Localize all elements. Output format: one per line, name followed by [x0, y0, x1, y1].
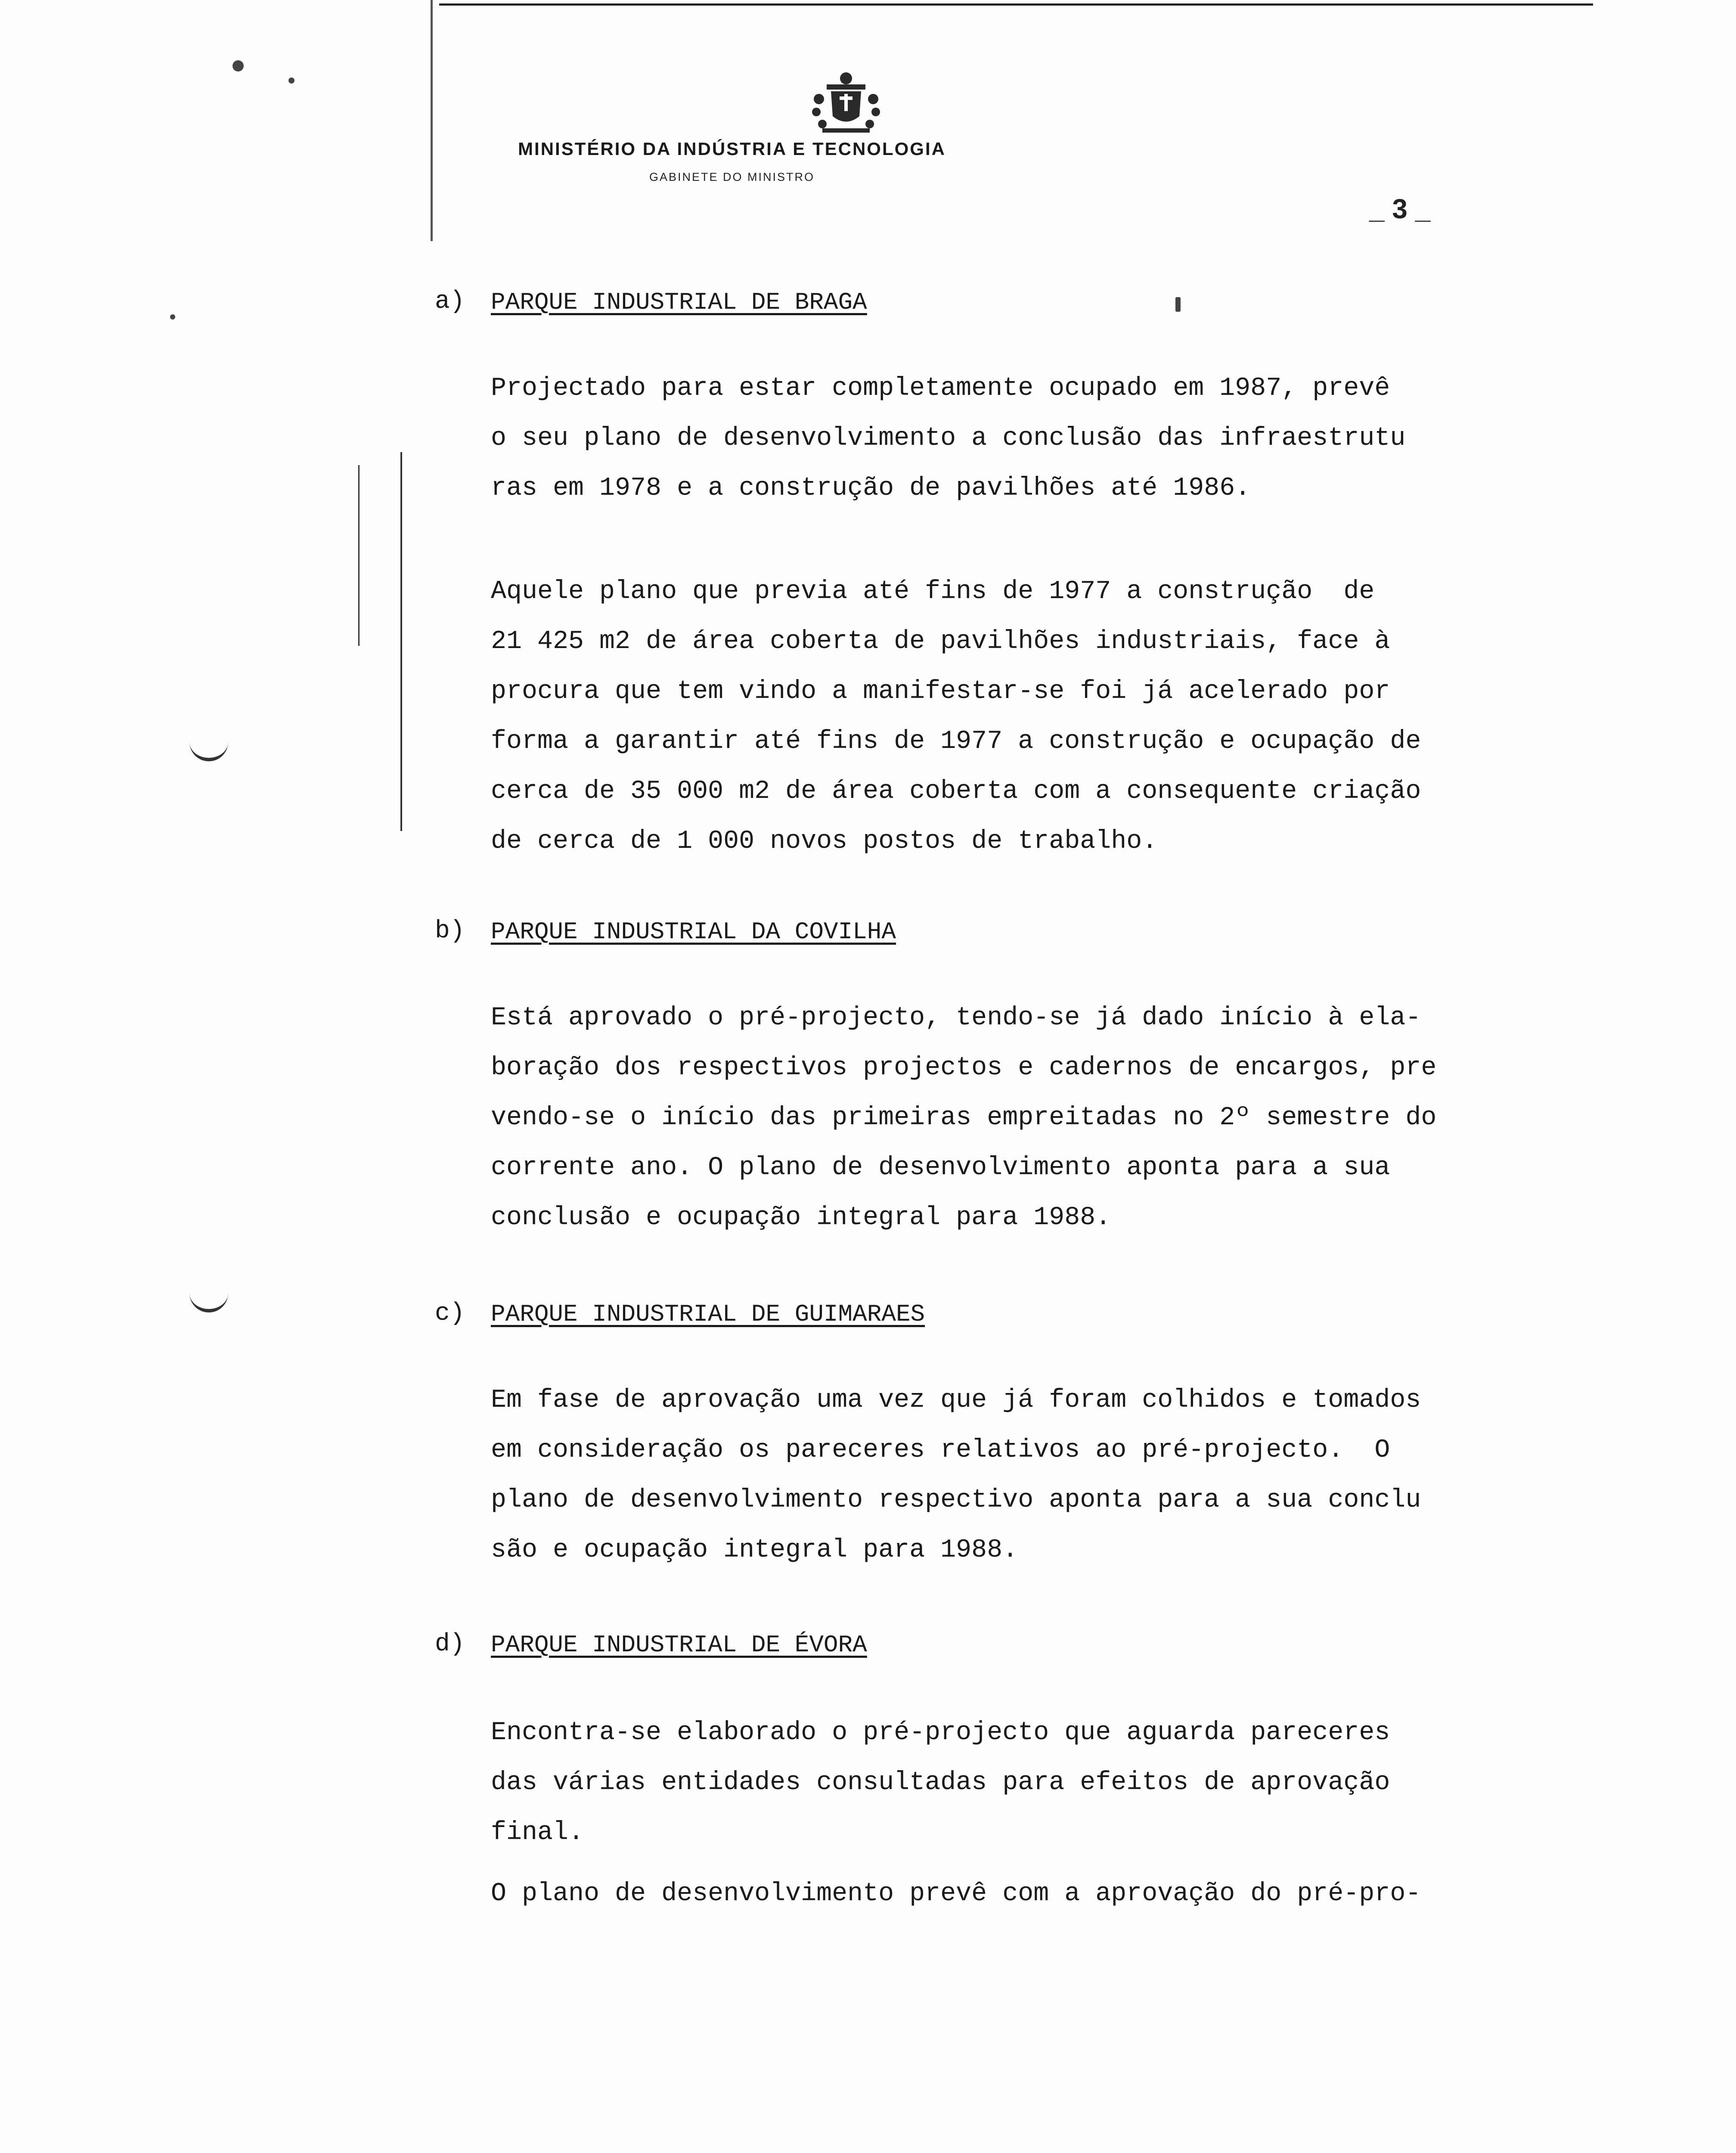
- section-letter: a): [435, 288, 465, 316]
- section-paragraph: O plano de desenvolvimento prevê com a aprovação do pré-pro-: [491, 1879, 1421, 1908]
- section-letter: c): [435, 1300, 465, 1328]
- margin-pencil-line: [358, 465, 360, 646]
- section-paragraph: Está aprovado o pré-projecto, tendo-se já dado início à ela- boração dos respectivos projectos e cadernos de encargos, pre vendo-se o início das primeiras empreitadas no 2º semestre do corrente ano. O plano de desenvolvimento aponta para a sua conclusão e ocupação integral para 1988.: [491, 1003, 1437, 1232]
- section-heading: PARQUE INDUSTRIAL DE ÉVORA: [491, 1631, 867, 1659]
- section-paragraph: Encontra-se elaborado o pré-projecto que aguarda pareceres das várias entidades consultadas para efeitos de aprovação final.: [491, 1718, 1390, 1847]
- page-number: _ 3 _: [1369, 193, 1431, 224]
- section-paragraph: Aquele plano que previa até fins de 1977 a construção de 21 425 m2 de área coberta de pavilhões industriais, face à procura que tem vindo a manifestar-se foi já acelerado por forma a garantir até fins de 1977 a construção e ocupação de cerca de 35 000 m2 de área coberta com a consequente criação de cerca de 1 000 novos postos de trabalho.: [491, 577, 1421, 856]
- ministry-name: MINISTÉRIO DA INDÚSTRIA E TECNOLOGIA: [518, 139, 946, 159]
- section-letter: d): [435, 1630, 465, 1658]
- ink-speck: [1175, 297, 1181, 312]
- top-rule: [439, 3, 1593, 6]
- coat-of-arms-icon: [809, 69, 883, 133]
- fold-mark: [189, 1283, 228, 1312]
- section-paragraph: Em fase de aprovação uma vez que já foram colhidos e tomados em consideração os pareceres relativos ao pré-projecto. O plano de desenvolvimento respectivo aponta para a sua conclu são e ocupação integral para 1988.: [491, 1386, 1421, 1565]
- ink-speck: [232, 60, 244, 71]
- margin-pencil-line: [431, 0, 433, 241]
- section-heading: PARQUE INDUSTRIAL DE BRAGA: [491, 289, 867, 316]
- ink-speck: [288, 78, 294, 84]
- ink-speck: [170, 314, 175, 320]
- section-letter: b): [435, 917, 465, 945]
- section-paragraph: Projectado para estar completamente ocupado em 1987, prevê o seu plano de desenvolvimento a conclusão das infraestrutu ras em 1978 e a construção de pavilhões até 1986.: [491, 374, 1406, 503]
- section-heading: PARQUE INDUSTRIAL DE GUIMARAES: [491, 1300, 925, 1328]
- margin-pencil-line: [400, 452, 402, 831]
- fold-mark: [189, 732, 228, 761]
- cabinet-name: GABINETE DO MINISTRO: [649, 171, 815, 183]
- section-heading: PARQUE INDUSTRIAL DA COVILHA: [491, 918, 896, 946]
